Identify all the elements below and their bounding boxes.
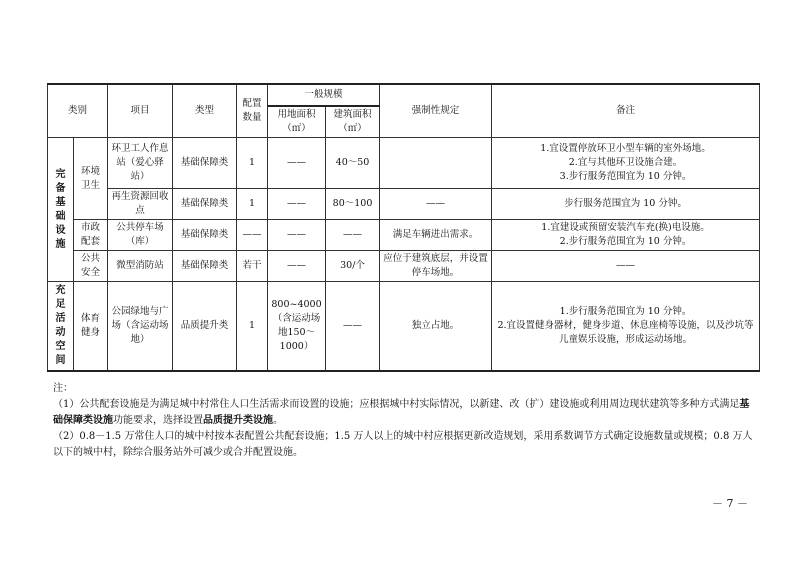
table-row	[48, 220, 760, 251]
table-row	[48, 282, 760, 371]
item-remarks: 步行服务范围宜为 10 分钟。	[492, 189, 760, 220]
header-type: 类型	[173, 84, 237, 138]
subcategory: 市政配套	[74, 220, 108, 251]
page-number: － 7 －	[712, 497, 748, 510]
header-land-area: 用地面积（㎡）	[268, 106, 326, 138]
note-1: （1）公共配套设施是为满足城中村常住人口生活需求而设置的设施；应根据城中村实际情况，以新建、改（扩）建设施或利用周边现状建筑等多种方式满足基础保障类设施功能要求，选择设置品质提升类设施。	[53, 399, 750, 426]
item-mandatory	[380, 138, 492, 189]
item-building-area: ——	[326, 220, 380, 251]
header-config-qty: 配置数量	[237, 84, 268, 138]
item-qty: 1	[237, 282, 268, 371]
item-qty: 1	[237, 189, 268, 220]
item-remarks: 1.宜建设或预留安装汽车充(换)电设施。 2.步行服务范围宜为 10 分钟。	[492, 220, 760, 251]
facilities-table	[47, 83, 760, 372]
item-qty: 1	[237, 138, 268, 189]
group-name: 充足活动空间	[48, 282, 74, 371]
header-general-scale: 一般规模	[268, 84, 380, 106]
item-land-area: 800~4000（含运动场地150～1000）	[268, 282, 326, 371]
item-remarks: ——	[492, 251, 760, 282]
item-type: 基础保障类	[173, 189, 237, 220]
item-qty: ——	[237, 220, 268, 251]
subcategory: 体育健身	[74, 282, 108, 371]
note-2: （2）0.8－1.5 万常住人口的城中村按本表配置公共配套设施；1.5 万人以上的城中村应根据更新改造规划，采用系数调节方式确定设施数量或规模；0.8 万人以下的城中村，除综合服务站外可减少或合并配置设施。	[53, 431, 753, 458]
subcategory: 环境卫生	[74, 138, 108, 220]
item-building-area: 40～50	[326, 138, 380, 189]
item-mandatory: 应位于建筑底层，并设置停车场地。	[380, 251, 492, 282]
header-remarks: 备注	[492, 84, 760, 138]
notes-title: 注：	[53, 383, 73, 394]
item-name: 再生资源回收点	[108, 189, 173, 220]
item-land-area: ——	[268, 220, 326, 251]
item-type: 基础保障类	[173, 220, 237, 251]
item-land-area: ——	[268, 189, 326, 220]
item-mandatory: 满足车辆进出需求。	[380, 220, 492, 251]
subcategory: 公共安全	[74, 251, 108, 282]
header-building-area: 建筑面积（㎡）	[326, 106, 380, 138]
table-notes	[53, 381, 753, 461]
item-building-area: 80～100	[326, 189, 380, 220]
item-mandatory: 独立占地。	[380, 282, 492, 371]
table-row	[48, 251, 760, 282]
item-mandatory: ——	[380, 189, 492, 220]
note-1-bold-quality: 品质提升类设施	[203, 415, 273, 426]
item-remarks: 1.宜设置停放环卫小型车辆的室外场地。 2.宜与其他环卫设施合建。 3.步行服务范围宜为 10 分钟。	[492, 138, 760, 189]
item-qty: 若干	[237, 251, 268, 282]
item-name: 环卫工人作息站（爱心驿站）	[108, 138, 173, 189]
header-item: 项目	[108, 84, 173, 138]
item-type: 品质提升类	[173, 282, 237, 371]
item-remarks: 1.步行服务范围宜为 10 分钟。 2.宜设置健身器材，健身步道、休息座椅等设施，以及沙坑等儿童娱乐设施，形成运动场地。	[492, 282, 760, 371]
item-type: 基础保障类	[173, 138, 237, 189]
item-building-area: ——	[326, 282, 380, 371]
group-name: 完备基础设施	[48, 138, 74, 282]
item-land-area: ——	[268, 251, 326, 282]
item-building-area: 30/个	[326, 251, 380, 282]
item-name: 公园绿地与广场（含运动场地）	[108, 282, 173, 371]
table-row	[48, 138, 760, 189]
item-type: 基础保障类	[173, 251, 237, 282]
table-row	[48, 189, 760, 220]
item-name: 公共停车场（库）	[108, 220, 173, 251]
item-land-area: ——	[268, 138, 326, 189]
note-1-bold-basic: 基础保障类设施	[53, 399, 750, 426]
header-mandatory: 强制性规定	[380, 84, 492, 138]
header-category: 类别	[48, 84, 108, 138]
item-name: 微型消防站	[108, 251, 173, 282]
